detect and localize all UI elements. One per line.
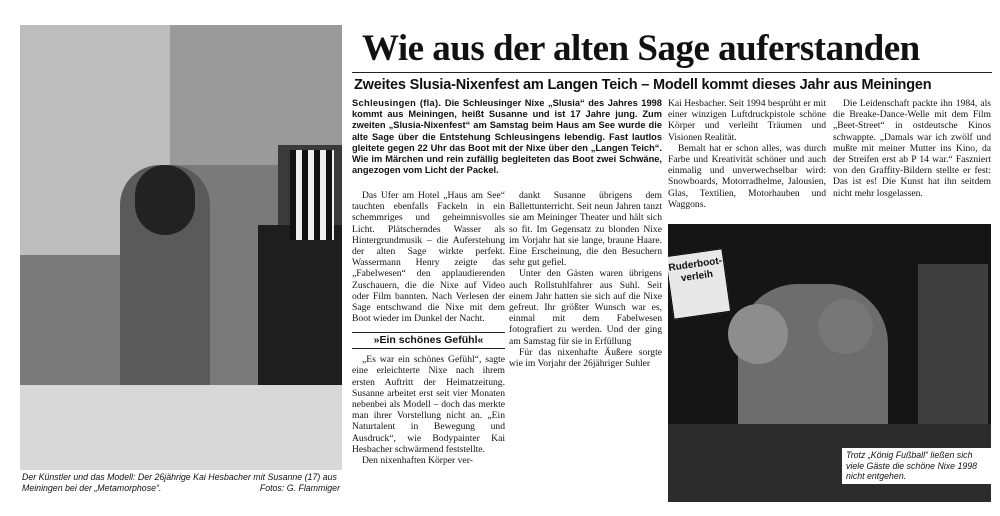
- photo-right-caption-text: Trotz „König Fußball“ ließen sich viele Gäste die schöne Nixe 1998 nicht entgehen.: [846, 450, 978, 481]
- paragraph: Den nixenhaften Körper ver-: [362, 455, 473, 467]
- photo-left-caption: [22, 472, 340, 493]
- article-column-3: [668, 98, 826, 220]
- dateline: Schleusingen (fla).: [352, 98, 442, 108]
- headline: Wie aus der alten Sage auferstanden: [362, 28, 920, 69]
- paragraph: dankt Susanne übrigens dem Ballettunterricht. Seit neun Jahren tanzt sie am Meininger Theater und hält sich so fit. Im Gegensatz zu blonden Nixe im Vorjahr hat sie lange, braune Haare. Eine Erscheinung, die den Besuchern sehr gut gefiel.: [509, 190, 662, 269]
- paragraph: „Es war ein schönes Gefühl“, sagte eine erleichterte Nixe nach ihrem ersten Auftritt der Heimatzeitung. Susanne arbeitet erst seit vier Monaten nebenbei als Modell – doch das merkte man ihrer Vorstellung nicht an. „Ein Naturtalent in Bewegung und Ausdruck“, wie Bodypainter Kai Hesbacher schwärmend feststellte.: [352, 354, 505, 455]
- paragraph: Kai Hesbacher. Seit 1994 besprüht er mit einer winzigen Luftdruckpistole schöne Körper und verleiht Träumen und Visionen Realität.: [668, 98, 826, 143]
- sign-text: Ruderboot-verleih: [668, 255, 723, 285]
- article-column-4: [833, 98, 991, 220]
- headline-rule: [352, 72, 992, 73]
- lead-paragraph: [352, 98, 662, 186]
- article-column-1: [352, 190, 505, 502]
- subheadline: Zweites Slusia-Nixenfest am Langen Teich – Modell kommt dieses Jahr aus Meiningen: [354, 77, 932, 93]
- photo-right-caption: [842, 448, 992, 484]
- photo-artist-and-model: [20, 25, 342, 470]
- photo-left-caption-text: Der Künstler und das Modell: Der 26jährige Kai Hesbacher mit Susanne (17) aus Meiningen bei der „Metamorphose“.: [22, 472, 337, 493]
- sign-ruderbootverleih: [668, 248, 731, 319]
- paragraph: Die Leidenschaft packte ihn 1984, als die Breake-Dance-Welle mit dem Film „Beet-Street“ in ostdeutsche Kinos schwappte. „Damals war ich zwölf und mußte mit meiner Mutter ins Kino, da der Streifen erst ab P 14 war.“ Faszniert von den Graffity-Bildern stellte er fest: Das ist es! Die Kunst hat ihn seitdem nicht mehr losgelassen.: [833, 98, 991, 199]
- crosshead: »Ein schönes Gefühl«: [352, 332, 505, 349]
- paragraph: Bemalt hat er schon alles, was durch Farbe und Kreativität schöner und auch einmalig und unverwechselbar wird: Snowboards, Motorradhelme, Jalousien, Glas, Textilien, Motorhauben und Waggons.: [668, 142, 826, 210]
- paragraph: Das Ufer am Hotel „Haus am See“ tauchten ebenfalls Fackeln in ein schemmriges und geheimnisvolles Licht. Plätscherndes Wasser als Hintergrundmusik – die Auferstehung der alten Sage wirkte perfekt. Wassermann Henry zeigte das „Fabelwesen“ den applaudierenden Zuschauern, die die Nixe auf Video oder Film bannten. Nach Verlesen der Sage entschwand die Nixe mit dem Boot wieder im Dunkel der Nacht.: [352, 190, 505, 325]
- paragraph: Unter den Gästen waren übrigens auch Rollstuhlfahrer aus Suhl. Seit einem Jahr hatten sie sich auf die Nixe gefreut. Ihr größter Wunsch war es, einmal mit dem Fabelwesen fotografiert zu werden. Und der ging am Samstag für sie in Erfüllung: [509, 268, 662, 347]
- lead-text: Die Schleusinger Nixe „Slusia“ des Jahres 1998 kommt aus Meiningen, heißt Susanne und ist 17 Jahre jung. Zum zweiten „Slusia-Nixenfest“ am Samstag beim Haus am See wurde die alte Sage über die Entstehung Schleusingens lebendig. Fast lautlos gleitete gegen 22 Uhr das Boot mit der Nixe über den „Langen Teich“. Wie im Märchen und rein zufällig begleiteten das Boot zwei Schwäne, angezogen vom Licht der Packel.: [352, 98, 662, 176]
- article-column-2: [509, 190, 662, 502]
- paragraph: Für das nixenhafte Äußere sorgte wie im Vorjahr der 26jähriger Suhler: [509, 346, 662, 370]
- photo-credit: Fotos: G. Flammiger: [259, 482, 340, 493]
